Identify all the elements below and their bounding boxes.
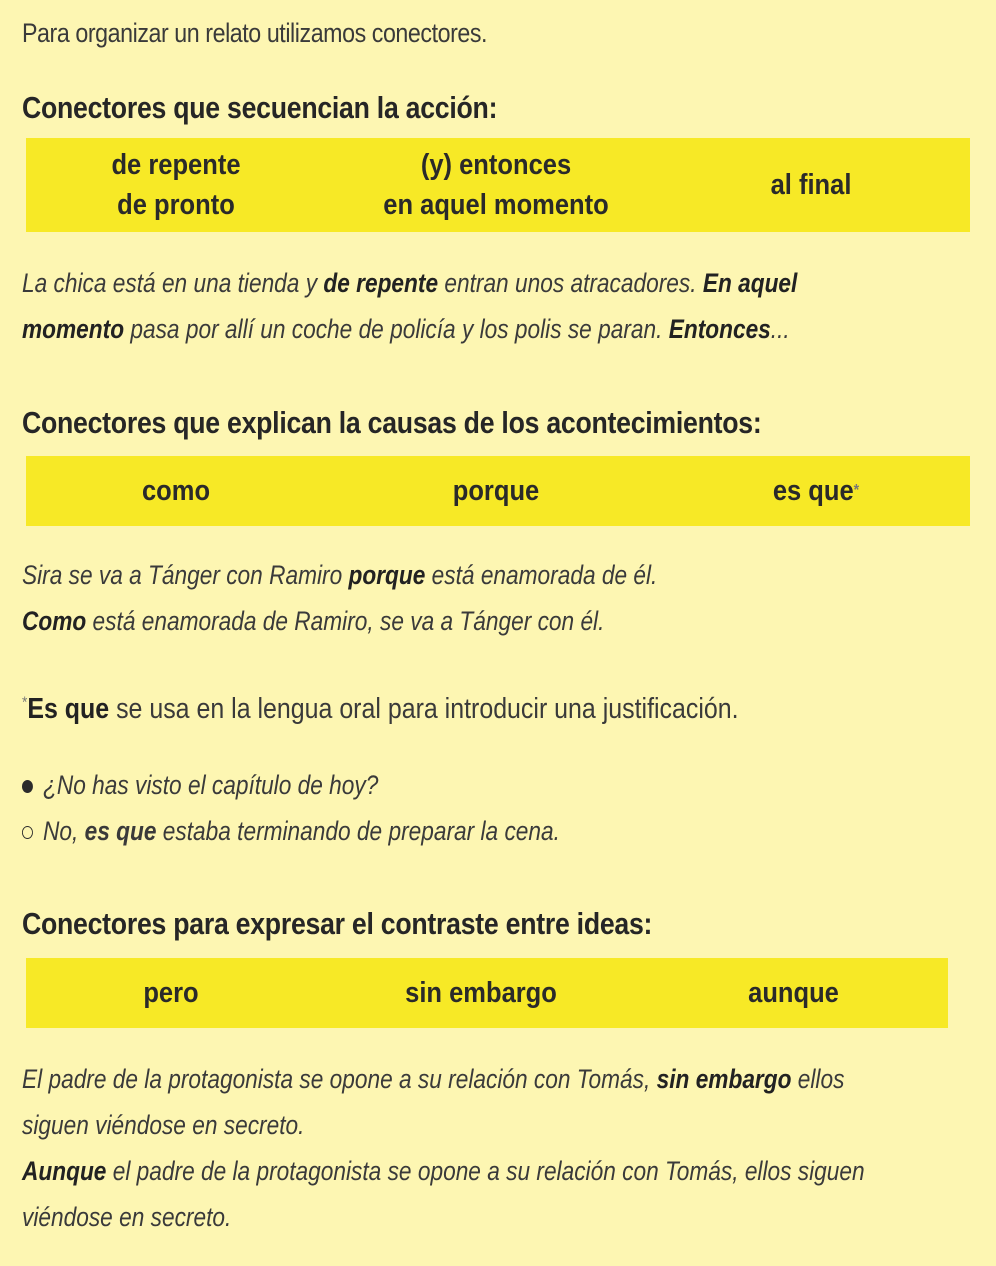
es-que-note: *Es que se usa en la lengua oral para introducir una justificación.: [22, 693, 739, 725]
heading-cause: Conectores que explican la causas de los acontecimientos:: [22, 405, 762, 440]
intro-text: Para organizar un relato utilizamos conectores.: [22, 18, 488, 48]
connector-pero: pero: [143, 977, 199, 1009]
connector-band-contrast: [26, 958, 948, 1028]
heading-sequence: Conectores que secuencian la acción:: [22, 90, 498, 125]
example-contrast-line-4: viéndose en secreto.: [22, 1202, 232, 1232]
example-cause: [22, 552, 657, 644]
filled-bullet-icon: [22, 780, 33, 793]
dialog-example: [22, 762, 662, 854]
example-contrast: [22, 1056, 865, 1240]
connector-cell-como: [132, 471, 220, 511]
connector-como: como: [141, 475, 211, 507]
asterisk-mark: *: [853, 482, 860, 499]
connector-cell-porque: [439, 471, 553, 511]
connector-es-que: es que: [772, 475, 854, 507]
heading-contrast: Conectores para expresar el contraste entre ideas:: [22, 906, 653, 941]
example-cause-line-1: Sira se va a Tánger con Ramiro porque está enamorada de él.: [22, 560, 658, 590]
connector-cell-3: [763, 165, 860, 205]
example-contrast-line-1: El padre de la protagonista se opone a su relación con Tomás, sin embargo ellos: [22, 1064, 845, 1094]
example-sequence: [22, 260, 797, 352]
connector-cell-1: [110, 145, 242, 225]
connector-de-repente: de repente: [111, 149, 241, 181]
example-contrast-line-2: siguen viéndose en secreto.: [22, 1110, 305, 1140]
dialog-question: ¿No has visto el capítulo de hoy?: [22, 762, 560, 808]
connector-band-sequence: [26, 138, 970, 232]
example-cause-line-2: Como está enamorada de Ramiro, se va a Tánger con él.: [22, 606, 605, 636]
connector-en-aquel-momento: en aquel momento: [383, 189, 609, 221]
connector-cell-aunque: [734, 973, 853, 1013]
connector-entonces: (y) entonces: [420, 149, 572, 181]
example-contrast-line-3: Aunque el padre de la protagonista se opone a su relación con Tomás, ellos siguen: [22, 1156, 865, 1186]
connector-cell-es-que: [759, 471, 873, 511]
connector-porque: porque: [452, 475, 540, 507]
example-sequence-line-1: La chica está en una tienda y de repente entran unos atracadores. En aquel: [22, 268, 798, 298]
open-bullet-icon: [22, 826, 33, 839]
connector-aunque: aunque: [748, 977, 839, 1009]
connector-cell-sin-embargo: [393, 973, 569, 1013]
connector-band-cause: [26, 456, 970, 526]
dialog-answer: No, es que estaba terminando de preparar la cena.: [22, 808, 560, 854]
connector-sin-embargo: sin embargo: [405, 977, 557, 1009]
connector-cell-pero: [127, 973, 215, 1013]
example-sequence-line-2: momento pasa por allí un coche de policía y los polis se paran. Entonces...: [22, 314, 790, 344]
connector-cell-2: [377, 145, 615, 225]
connector-de-pronto: de pronto: [117, 189, 235, 221]
connector-al-final: al final: [770, 169, 852, 201]
